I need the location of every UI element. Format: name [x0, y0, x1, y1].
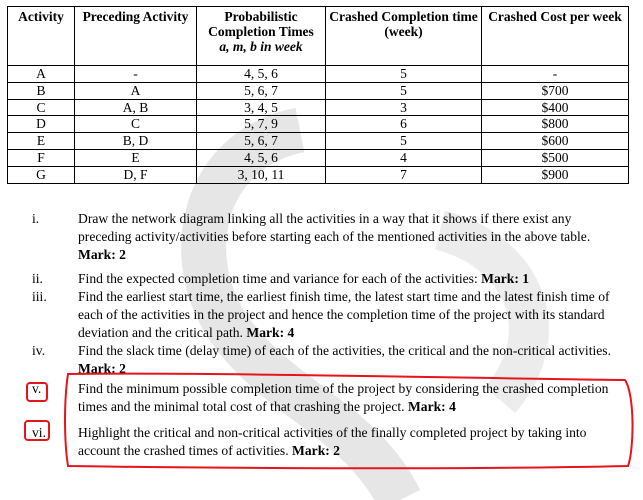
- table-cell: -: [75, 66, 197, 83]
- table-cell: B: [8, 82, 75, 99]
- table-cell: A: [75, 82, 197, 99]
- table-cell: $500: [482, 149, 629, 166]
- question-mark: Mark: 1: [481, 271, 530, 286]
- table-cell: 4: [326, 149, 482, 166]
- table-cell: 5, 6, 7: [197, 82, 326, 99]
- table-cell: 4, 5, 6: [197, 66, 326, 83]
- table-cell: A: [8, 66, 75, 83]
- table-cell: $900: [482, 166, 629, 183]
- table-cell: 5: [326, 133, 482, 150]
- table-cell: B, D: [75, 133, 197, 150]
- table-cell: $700: [482, 82, 629, 99]
- table-cell: A, B: [75, 99, 197, 116]
- question-number: iv.: [32, 343, 46, 358]
- table-cell: 6: [326, 116, 482, 133]
- header-activity: Activity: [8, 7, 75, 66]
- table-cell: 3, 10, 11: [197, 166, 326, 183]
- table-cell: $400: [482, 99, 629, 116]
- table-cell: 3, 4, 5: [197, 99, 326, 116]
- table-cell: C: [75, 116, 197, 133]
- question-body: Find the expected completion time and variance for each of the activities:: [78, 271, 478, 286]
- table-cell: 7: [326, 166, 482, 183]
- question-number: vi.: [32, 425, 46, 440]
- table-cell: 5: [326, 66, 482, 83]
- header-times-label: Probabilistic Completion Times: [208, 9, 314, 39]
- header-times-sub: a, m, b in week: [219, 39, 303, 54]
- question-body: Draw the network diagram linking all the activities in a way that it shows if there exist any preceding activity/activities before starting each of the mentioned activities in the above table.: [78, 211, 591, 244]
- table-cell: G: [8, 166, 75, 183]
- question-mark: Mark: 4: [407, 399, 456, 414]
- question-body: Find the slack time (delay time) of each of the activities, the critical and the non-critical activities.: [78, 343, 611, 358]
- header-preceding: Preceding Activity: [75, 7, 197, 66]
- question-body: Find the earliest start time, the earliest finish time, the latest start time and the latest finish time of each of the activities in the project and hence the completion time of the project with its standard deviation and the critical path.: [78, 289, 610, 340]
- table-cell: E: [75, 149, 197, 166]
- table-cell: -: [482, 66, 629, 83]
- table-cell: D, F: [75, 166, 197, 183]
- question-number: ii.: [32, 271, 43, 286]
- table-cell: $600: [482, 133, 629, 150]
- table-cell: 3: [326, 99, 482, 116]
- table-cell: 4, 5, 6: [197, 149, 326, 166]
- question-mark: Mark: 2: [292, 443, 340, 458]
- question-mark: Mark: 2: [78, 247, 126, 262]
- table-cell: 5, 6, 7: [197, 133, 326, 150]
- question-number: v.: [32, 381, 42, 396]
- header-crashed-cost: Crashed Cost per week: [482, 7, 629, 66]
- table-cell: E: [8, 133, 75, 150]
- table-cell: C: [8, 99, 75, 116]
- table-cell: F: [8, 149, 75, 166]
- question-number: iii.: [32, 289, 47, 304]
- question-mark: Mark: 4: [246, 325, 295, 340]
- question-number: i.: [32, 211, 40, 226]
- question-body: Find the minimum possible completion time of the project by considering the crashed completion times and the minimal total cost of that crashing the project.: [78, 381, 609, 414]
- question-body: Highlight the critical and non-critical activities of the finally completed project by taking into account the crashed times of activities.: [78, 425, 587, 458]
- table-cell: $800: [482, 116, 629, 133]
- header-crashed-time: Crashed Completion time (week): [326, 7, 482, 66]
- table-cell: D: [8, 116, 75, 133]
- table-cell: 5: [326, 82, 482, 99]
- question-mark: Mark: 2: [78, 361, 126, 376]
- table-cell: 5, 7, 9: [197, 116, 326, 133]
